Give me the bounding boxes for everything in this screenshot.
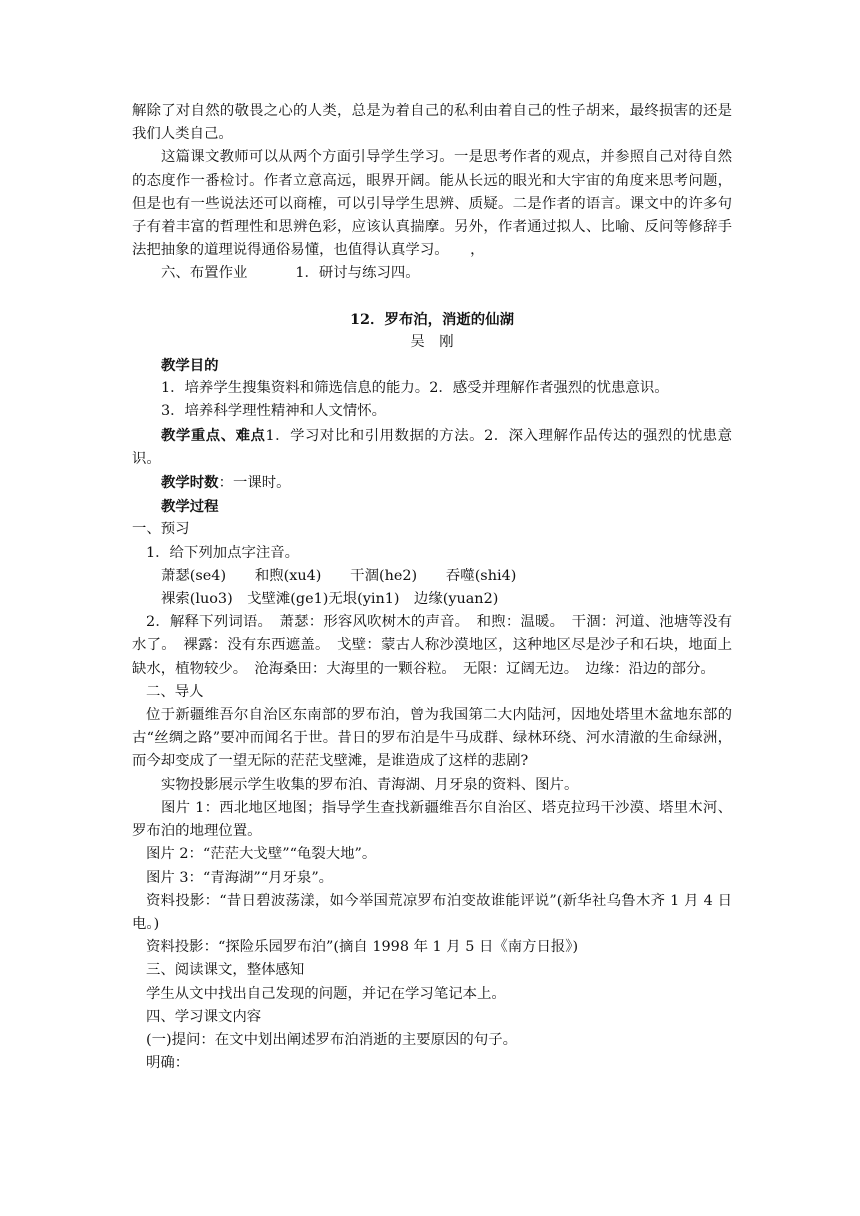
document-page bbox=[132, 100, 732, 1075]
section-reading-heading: 三、阅读课文，整体感知 bbox=[146, 962, 305, 979]
introduction-paragraph: 位于新疆维吾尔自治区东南部的罗布泊，曾为我国第二大内陆河，因地处塔里木盆地东部的古“丝绸之路”要冲而闻名于世。昔日的罗布泊是牛马成群、绿林环绕、河水清澈的生命绿洲，而今却变成了一望无际的茫茫戈壁滩，是谁造成了这样的悲剧? bbox=[132, 707, 732, 770]
study-answer-label: 明确： bbox=[146, 1055, 190, 1072]
lesson-author: 吴 刚 bbox=[410, 333, 454, 350]
lesson-title: 12．罗布泊，消逝的仙湖 bbox=[350, 310, 514, 328]
teaching-time-text: ：一课时。 bbox=[218, 475, 291, 492]
pinyin-line-2: 裸索(luo3) 戈壁滩(ge1)无垠(yin1) 边缘(yuan2) bbox=[161, 591, 499, 608]
paragraph-teaching-guidance: 这篇课文教师可以从两个方面引导学生学习。一是思考作者的观点，并参照自己对待自然的态度作一番检讨。作者立意高远，眼界开阔。能从长远的眼光和大宇宙的角度来思考问题，但是也有一些说法还可以商榷，可以引导学生思辨、质疑。二是作者的语言。课文中的许多句子有着丰富的哲理性和思辨色彩，应该认真揣摩。另外，作者通过拟人、比喻、反问等修辞手法把抽象的道理说得通俗易懂，也值得认真学习。 ， bbox=[132, 149, 732, 259]
heading-key-points: 教学重点、难点 bbox=[161, 426, 266, 444]
heading-teaching-time: 教学时数 bbox=[161, 474, 219, 492]
homework-line bbox=[132, 262, 732, 285]
picture-1-text: 图片 1：西北地区地图；指导学生查找新疆维吾尔自治区、塔克拉玛干沙漠、塔里木河、罗布泊的地理位置。 bbox=[132, 799, 732, 840]
teaching-time-line bbox=[132, 471, 732, 495]
picture-3-text: 图片 3：“青海湖”“月牙泉”。 bbox=[146, 869, 334, 886]
section-preview-heading: 一、预习 bbox=[132, 521, 190, 538]
goal-line-1: 1．培养学生搜集资料和筛选信息的能力。2．感受并理解作者强烈的忧患意识。 bbox=[161, 380, 669, 397]
key-points-text: 1．学习对比和引用数据的方法。2．深入理解作品传达的强烈的忧患意识。 bbox=[132, 427, 732, 467]
section-introduction-heading: 二、导人 bbox=[146, 683, 204, 700]
vocabulary-paragraph: 2．解释下列词语。 萧瑟：形容风吹树木的声音。 和煦：温暖。 干涸：河道、池塘等没有水了。 裸露：没有东西遮盖。 戈壁：蒙古人称沙漠地区，这种地区尽是沙子和石块，地面上缺水，植物较少。 沧海桑田：大海里的一颗谷粒。 无限：辽阔无边。 边缘：沿边的部分。 bbox=[132, 614, 732, 677]
projection-intro: 实物投影展示学生收集的罗布泊、青海湖、月牙泉的资料、图片。 bbox=[161, 776, 579, 793]
paragraph-conclusion: 解除了对自然的敬畏之心的人类，总是为着自己的私利由着自己的性子胡来，最终损害的还是我们人类自己。 bbox=[132, 103, 732, 143]
reading-text: 学生从文中找出自己发现的问题，并记在学习笔记本上。 bbox=[146, 985, 506, 1002]
heading-teaching-process: 教学过程 bbox=[161, 498, 219, 516]
homework-text: 1．研讨与练习四。 bbox=[295, 265, 420, 282]
homework-heading: 六、布置作业 bbox=[161, 265, 248, 282]
material-projection-1: 资料投影：“昔日碧波荡漾，如今举国荒凉罗布泊变故谁能评说”(新华社乌鲁木齐 1 月 4 日电。) bbox=[132, 892, 732, 932]
picture-2-text: 图片 2：“茫茫大戈壁”“龟裂大地”。 bbox=[146, 846, 377, 863]
study-question-1: (一)提问：在文中划出阐述罗布泊消逝的主要原因的句子。 bbox=[146, 1031, 517, 1048]
goal-line-2: 3．培养科学理性精神和人文情怀。 bbox=[161, 403, 387, 420]
pinyin-line-1: 萧瑟(se4) 和煦(xu4) 干涸(he2) 吞噬(shi4) bbox=[161, 567, 517, 584]
key-points-paragraph bbox=[132, 424, 732, 471]
section-study-heading: 四、学习课文内容 bbox=[146, 1008, 262, 1025]
preview-item-1: 1．给下列加点字注音。 bbox=[146, 544, 300, 561]
material-projection-2: 资料投影：“探险乐园罗布泊”(摘自 1998 年 1 月 5 日《南方日报》) bbox=[146, 939, 579, 956]
heading-teaching-goals: 教学目的 bbox=[161, 357, 219, 375]
